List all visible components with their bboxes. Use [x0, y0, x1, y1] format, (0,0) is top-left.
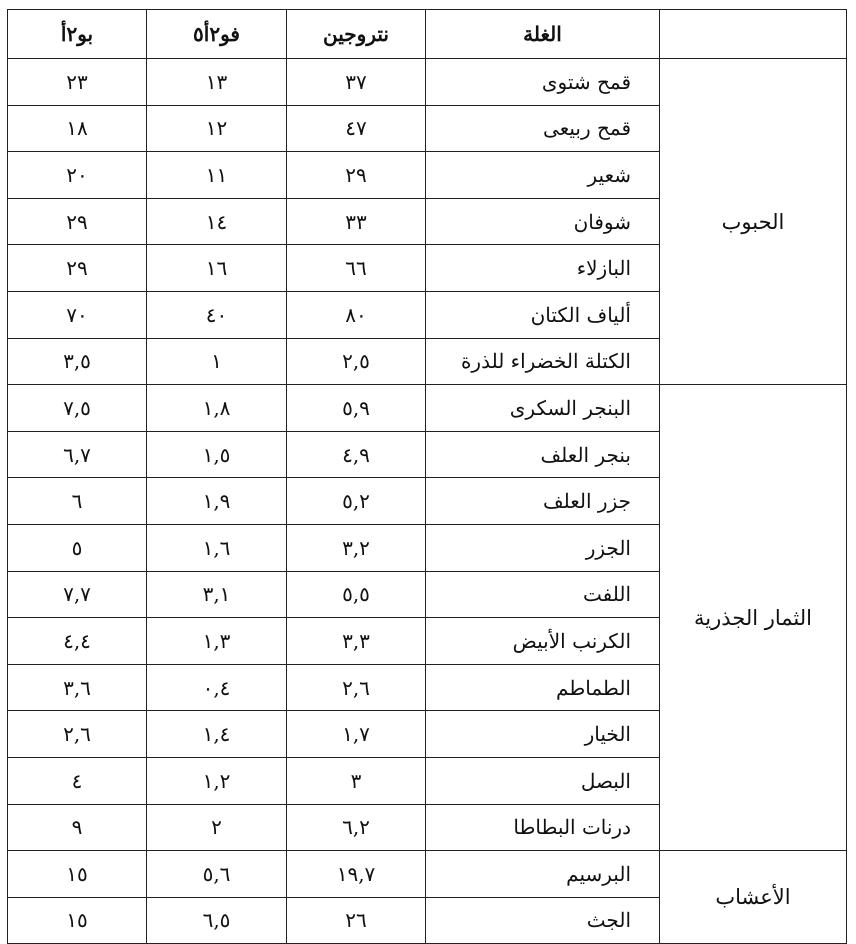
crop-name-cell: الخيار: [426, 711, 660, 758]
nitrogen-cell: ٥,٩: [287, 385, 426, 432]
phosphate-cell: ١,٦: [147, 524, 287, 571]
crop-name-cell: بنجر العلف: [426, 431, 660, 478]
crop-group-cell: الأعشاب: [660, 851, 847, 944]
phosphate-cell: ١٢: [147, 105, 287, 152]
phosphate-cell: ١٤: [147, 198, 287, 245]
potash-cell: ٢٩: [8, 198, 147, 245]
crop-name-cell: ألياف الكتان: [426, 291, 660, 338]
nitrogen-cell: ٥,٥: [287, 571, 426, 618]
nitrogen-cell: ٣: [287, 757, 426, 804]
nitrogen-cell: ٢,٥: [287, 338, 426, 385]
crop-name-cell: شوفان: [426, 198, 660, 245]
phosphate-cell: ١٦: [147, 245, 287, 292]
phosphate-cell: ١١: [147, 152, 287, 199]
crop-nutrient-table: [7, 9, 847, 944]
crop-name-cell: جزر العلف: [426, 478, 660, 525]
crop-name-cell: الطماطم: [426, 664, 660, 711]
table-row: [8, 851, 847, 898]
nitrogen-cell: ٣٣: [287, 198, 426, 245]
potash-cell: ٢٣: [8, 59, 147, 106]
potash-cell: ٢٠: [8, 152, 147, 199]
phosphate-cell: ١٣: [147, 59, 287, 106]
nitrogen-cell: ٨٠: [287, 291, 426, 338]
potash-cell: ٤: [8, 757, 147, 804]
crop-group-cell: الثمار الجذرية: [660, 385, 847, 851]
phosphate-cell: ٣,١: [147, 571, 287, 618]
table-row: [8, 385, 847, 432]
header-group: [660, 10, 847, 59]
phosphate-cell: ١,٢: [147, 757, 287, 804]
nitrogen-cell: ٢٦: [287, 897, 426, 944]
phosphate-cell: ٦,٥: [147, 897, 287, 944]
potash-cell: ١٥: [8, 897, 147, 944]
phosphate-cell: ١,٣: [147, 618, 287, 665]
nitrogen-cell: ٤٧: [287, 105, 426, 152]
nitrogen-cell: ٢٩: [287, 152, 426, 199]
potash-cell: ٤,٤: [8, 618, 147, 665]
potash-cell: ٧,٥: [8, 385, 147, 432]
nitrogen-cell: ٥,٢: [287, 478, 426, 525]
header-nitrogen: نتروجين: [287, 10, 426, 59]
crop-name-cell: الجزر: [426, 524, 660, 571]
potash-cell: ٢٩: [8, 245, 147, 292]
crop-name-cell: الجث: [426, 897, 660, 944]
phosphate-cell: ٢: [147, 804, 287, 851]
potash-cell: ٥: [8, 524, 147, 571]
crop-name-cell: البازلاء: [426, 245, 660, 292]
nitrogen-cell: ٣٧: [287, 59, 426, 106]
potash-cell: ٦: [8, 478, 147, 525]
phosphate-cell: ٥,٦: [147, 851, 287, 898]
potash-cell: ١٨: [8, 105, 147, 152]
potash-cell: ٧,٧: [8, 571, 147, 618]
header-row: [8, 10, 847, 59]
crop-name-cell: قمح ربيعى: [426, 105, 660, 152]
header-phosphate: فو٢أ٥: [147, 10, 287, 59]
crop-name-cell: البرسيم: [426, 851, 660, 898]
phosphate-cell: ١,٤: [147, 711, 287, 758]
potash-cell: ٢,٦: [8, 711, 147, 758]
nitrogen-cell: ٢,٦: [287, 664, 426, 711]
phosphate-cell: ١,٨: [147, 385, 287, 432]
potash-cell: ١٥: [8, 851, 147, 898]
crop-name-cell: درنات البطاطا: [426, 804, 660, 851]
crop-name-cell: البنجر السكرى: [426, 385, 660, 432]
nitrogen-cell: ٣,٣: [287, 618, 426, 665]
phosphate-cell: ١,٩: [147, 478, 287, 525]
phosphate-cell: ١,٥: [147, 431, 287, 478]
nitrogen-cell: ٦,٢: [287, 804, 426, 851]
header-crop: الغلة: [426, 10, 660, 59]
nitrogen-cell: ٤,٩: [287, 431, 426, 478]
table-row: [8, 59, 847, 106]
crop-name-cell: شعير: [426, 152, 660, 199]
potash-cell: ٣,٦: [8, 664, 147, 711]
crop-name-cell: قمح شتوى: [426, 59, 660, 106]
nitrogen-cell: ٦٦: [287, 245, 426, 292]
phosphate-cell: ١: [147, 338, 287, 385]
nitrogen-cell: ١,٧: [287, 711, 426, 758]
crop-name-cell: الكرنب الأبيض: [426, 618, 660, 665]
potash-cell: ٧٠: [8, 291, 147, 338]
crop-name-cell: البصل: [426, 757, 660, 804]
potash-cell: ٩: [8, 804, 147, 851]
crop-name-cell: الكتلة الخضراء للذرة: [426, 338, 660, 385]
header-potash: بو٢أ: [8, 10, 147, 59]
nitrogen-cell: ١٩,٧: [287, 851, 426, 898]
nitrogen-cell: ٣,٢: [287, 524, 426, 571]
phosphate-cell: ٤٠: [147, 291, 287, 338]
crop-group-cell: الحبوب: [660, 59, 847, 385]
phosphate-cell: ٠,٤: [147, 664, 287, 711]
crop-name-cell: اللفت: [426, 571, 660, 618]
potash-cell: ٦,٧: [8, 431, 147, 478]
potash-cell: ٣,٥: [8, 338, 147, 385]
